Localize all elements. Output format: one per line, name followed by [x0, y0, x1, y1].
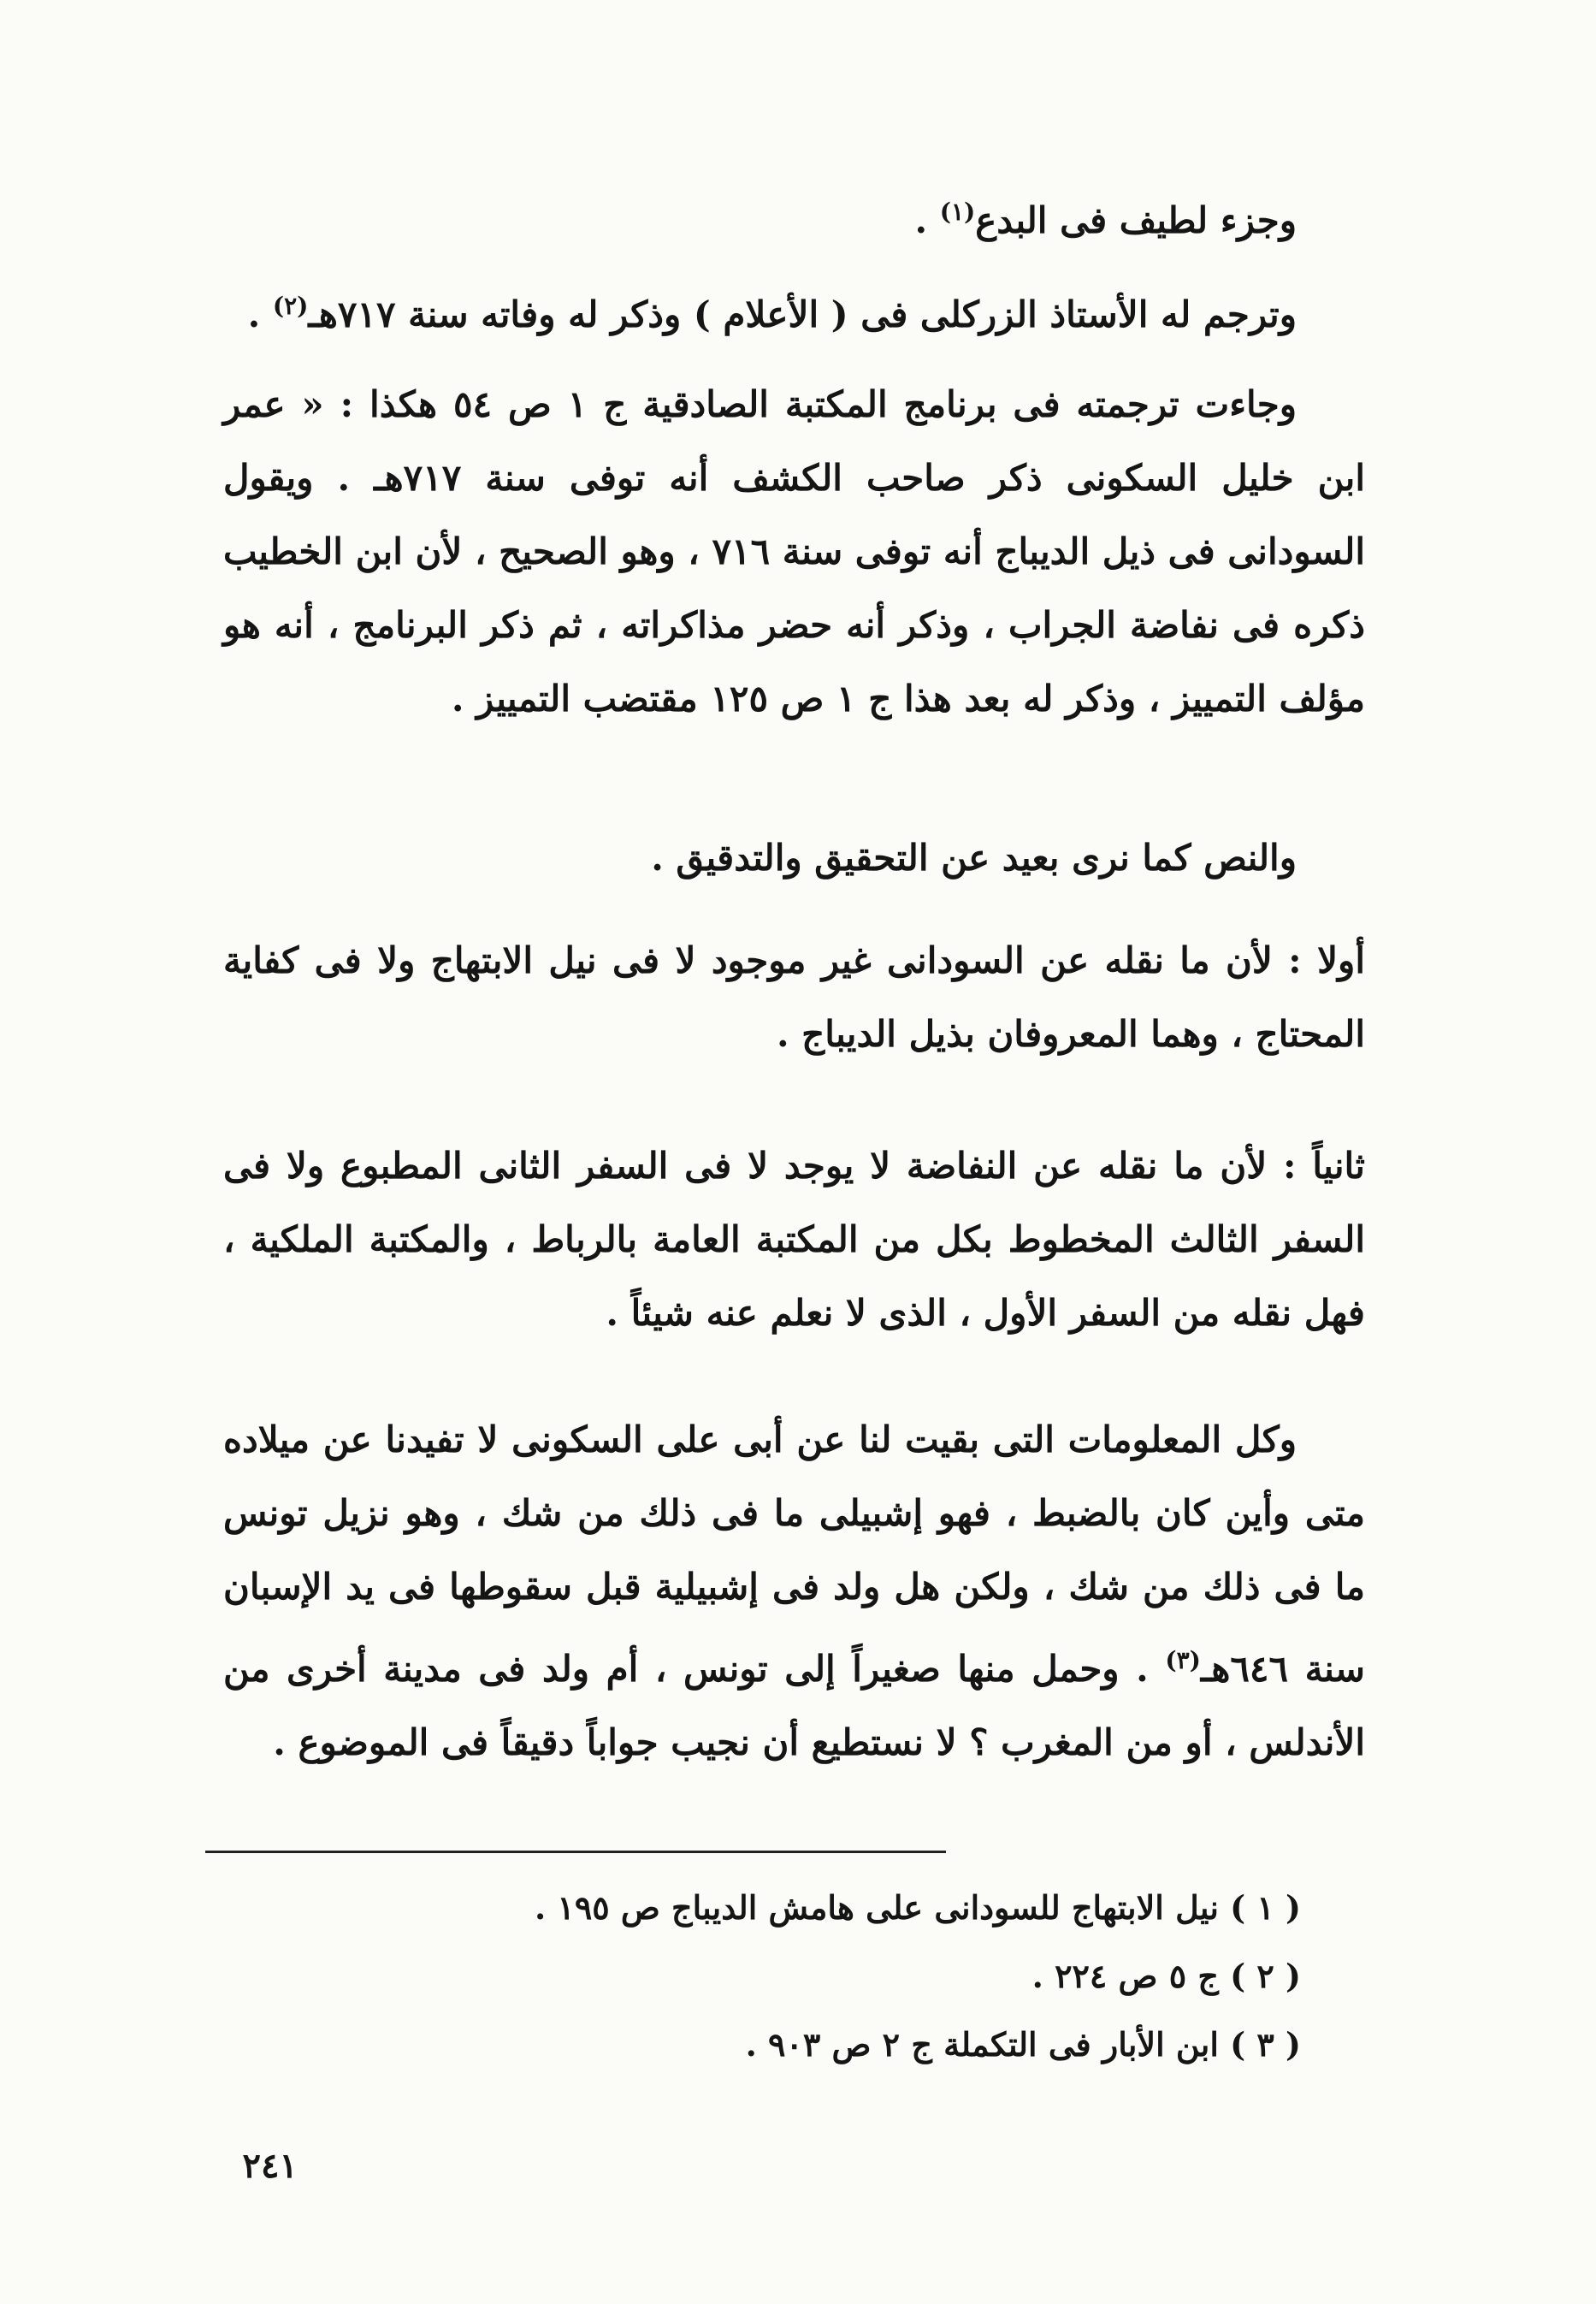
paragraph-3: وجاءت ترجمته فى برنامج المكتبة الصادقية ج ١ ص ٥٤ هكذا : « عمر ابن خليل السكونى ذكر صاحب الكشف أنه توفى سنة ٧١٧هـ . ويقول السودانى فى ذيل الديباج أنه توفى سنة ٧١٦ ، وهو الصحيح ، لأن ابن الخطيب ذكره فى نفاضة الجراب ، وذكر أنه حضر مذاكراته ، ثم ذكر البرنامج ، أنه هو مؤلف التمييز ، وذكر له بعد هذا ج ١ ص ١٢٥ مقتضب التمييز . [223, 383, 1365, 720]
paragraph-5: أولا : لأن ما نقله عن السودانى غير موجود لا فى نيل الابتهاج ولا فى كفاية المحتاج ، وهما المعروفان بذيل الديباج . [223, 939, 1365, 1055]
paragraph-1 [223, 175, 1365, 258]
paragraph-6: ثانياً : لأن ما نقله عن النفاضة لا يوجد لا فى السفر الثانى المطبوع ولا فى السفر الثالث المخطوط بكل من المكتبة العامة بالرباط ، والمكتبة الملكية ، فهل نقله من السفر الأول ، الذى لا نعلم عنه شيئاً . [223, 1145, 1365, 1334]
paragraph-1-text: وجزء لطيف فى البدع [975, 199, 1297, 241]
paragraph-7-text: وكل المعلومات التى بقيت لنا عن أبى على السكونى لا تفيدنا عن ميلاده متى وأين كان بالضبط ، فهو إشبيلى ما فى ذلك من شك ، وهو نزيل تونس ما فى ذلك من شك ، ولكن هل ولد فى إشبيلية قبل سقوطها فى يد الإسبان سنة ٦٤٦هـ [223, 1419, 1366, 1690]
footnote-2: ( ٢ ) ج ٥ ص ٢٢٤ . [1031, 1957, 1301, 1995]
footnote-mark-2: (٢) [272, 292, 309, 320]
paragraph-7-tail: . وحمل منها صغيراً إلى تونس ، أم ولد فى مدينة أخرى من الأندلس ، أو من المغرب ؟ لا نستطيع أن نجيب جواباً دقيقاً فى الموضوع . [223, 1648, 1365, 1763]
page-number: ٢٤١ [242, 2146, 298, 2186]
footnote-separator [205, 1851, 946, 1853]
paragraph-2 [223, 269, 1365, 352]
footnote-mark-3: (٣) [1165, 1646, 1201, 1674]
footnote-1: ( ١ ) نيل الابتهاج للسودانى على هامش الديباج ص ١٩٥ . [534, 1888, 1301, 1927]
paragraph-2-tail: . [247, 293, 273, 335]
paragraph-7 [223, 1403, 1365, 1780]
footnote-3: ( ٣ ) ابن الأبار فى التكملة ج ٢ ص ٩٠٣ . [745, 2025, 1301, 2064]
footnote-mark-1: (١) [939, 198, 976, 226]
paragraph-2-text: وترجم له الأستاذ الزركلى فى ( الأعلام ) وذكر له وفاته سنة ٧١٧هـ [308, 293, 1297, 335]
paragraph-1-tail: . [914, 199, 940, 241]
paragraph-4: والنص كما نرى بعيد عن التحقيق والتدقيق . [651, 837, 1297, 879]
